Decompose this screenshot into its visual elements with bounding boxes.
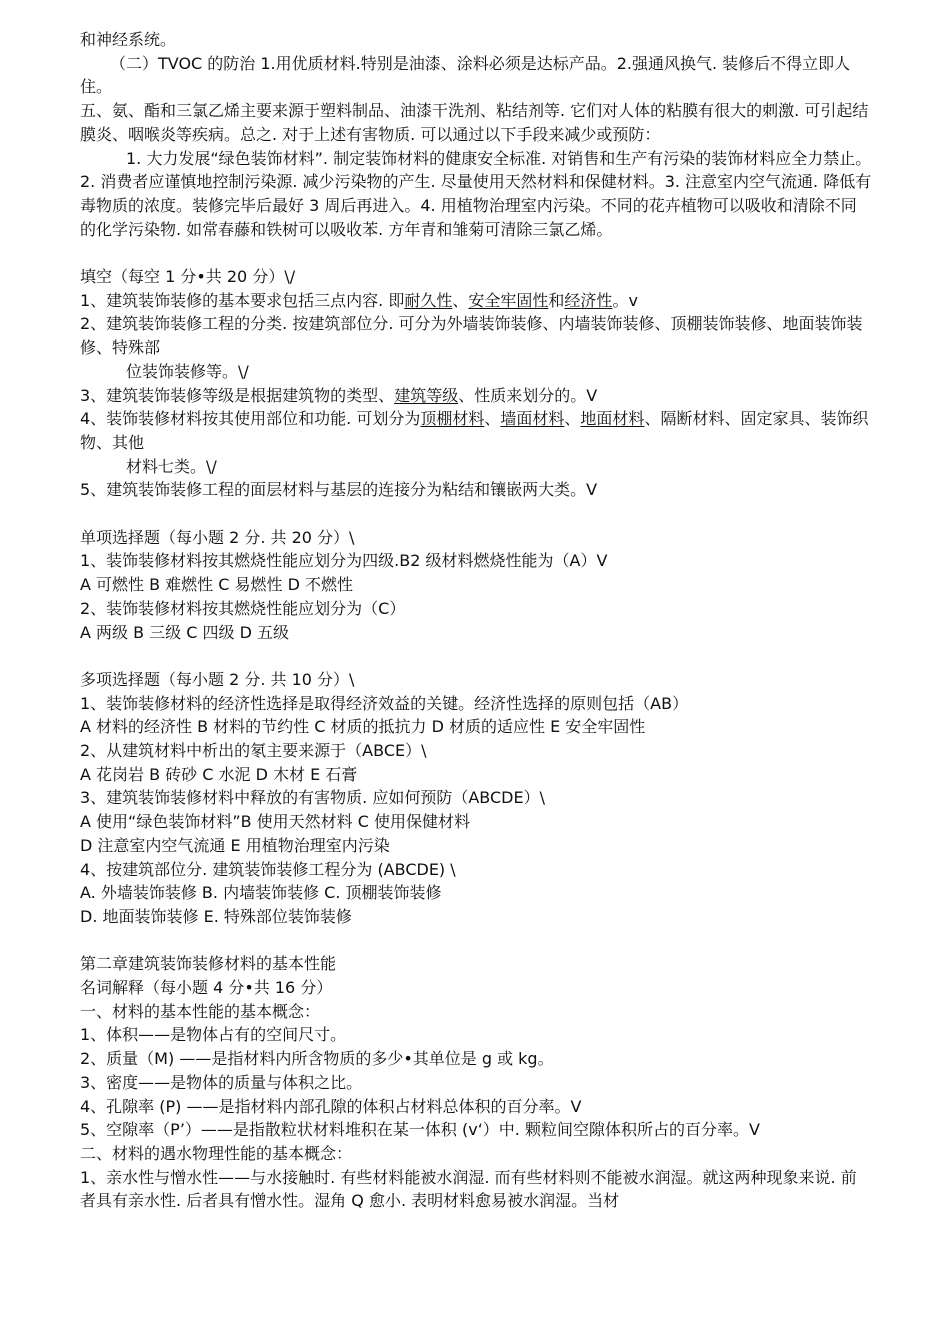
answer-underline: 地面材料	[580, 409, 645, 429]
term-3: 3、密度——是物体的质量与体积之比。	[80, 1072, 363, 1092]
term-4: 4、孔隙率 (P) ——是指材料内部孔隙的体积占材料总体积的百分率。V	[80, 1096, 582, 1116]
multi-question-2: 2、从建筑材料中析出的氡主要来源于（ABCE）\	[80, 741, 427, 761]
spacer	[80, 644, 872, 668]
answer-underline: 墙面材料	[500, 409, 565, 429]
chapter-title: 第二章建筑装饰装修材料的基本性能	[80, 954, 337, 974]
fill-question-2: 2、建筑装饰装修工程的分类. 按建筑部位分. 可分为外墙装饰装修、内墙装饰装修、顶棚装饰装修、地面装饰装修、特殊部	[80, 314, 863, 358]
fill-question-2-cont: 位装饰装修等。\/	[126, 361, 249, 381]
multi-question-4: 4、按建筑部位分. 建筑装饰装修工程分为 (ABCDE) \	[80, 859, 456, 879]
term-subheading-1: 一、材料的基本性能的基本概念：	[80, 1001, 321, 1021]
fill-question-1: 1、建筑装饰装修的基本要求包括三点内容. 即耐久性、安全牢固性和经济性。v	[80, 290, 638, 310]
answer-underline: 顶棚材料	[420, 409, 485, 429]
section-heading-fill: 填空（每空 1 分•共 20 分）\/	[80, 267, 296, 287]
spacer	[80, 502, 872, 526]
answer-underline: 建筑等级	[394, 385, 459, 405]
fill-question-3: 3、建筑装饰装修等级是根据建筑物的类型、建筑等级、性质来划分的。V	[80, 385, 598, 405]
single-options-2: A 两级 B 三级 C 四级 D 五级	[80, 622, 290, 642]
fill-question-5: 5、建筑装饰装修工程的面层材料与基层的连接分为粘结和镶嵌两大类。V	[80, 480, 598, 500]
text-paragraph: 五、氨、酯和三氯乙烯主要来源于塑料制品、油漆干洗剂、粘结剂等. 它们对人体的粘膜有很大的刺激. 可引起结膜炎、咽喉炎等疾病。总之. 对于上述有害物质. 可以通过以下手段来减少或预防：	[80, 101, 869, 144]
multi-options-3b: D 注意室内空气流通 E 用植物治理室内污染	[80, 835, 390, 855]
answer-underline: 经济性	[564, 290, 613, 310]
term-6: 1、亲水性与憎水性——与水接触时. 有些材料能被水润湿. 而有些材料则不能被水润湿。就这两种现象来说. 前者具有亲水性. 后者具有憎水性。湿角 Q 愈小. 表明材料愈易被水润湿。当材	[80, 1167, 857, 1211]
answer-underline: 耐久性	[404, 290, 453, 310]
multi-question-3: 3、建筑装饰装修材料中释放的有害物质. 应如何预防（ABCDE）\	[80, 788, 545, 808]
multi-options-1: A 材料的经济性 B 材料的节约性 C 材质的抵抗力 D 材质的适应性 E 安全牢固性	[80, 717, 646, 737]
text-line: 和神经系统。	[80, 30, 177, 49]
multi-question-1: 1、装饰装修材料的经济性选择是取得经济效益的关键。经济性选择的原则包括（AB）	[80, 693, 689, 713]
document-page	[80, 28, 872, 1213]
fill-question-4-cont: 材料七类。\/	[126, 456, 217, 476]
single-options-1: A 可燃性 B 难燃性 C 易燃性 D 不燃性	[80, 575, 354, 595]
spacer	[80, 241, 872, 265]
multi-options-4a: A. 外墙装饰装修 B. 内墙装饰装修 C. 顶棚装饰装修	[80, 883, 442, 903]
multi-options-2: A 花岗岩 B 砖砂 C 水泥 D 木材 E 石膏	[80, 764, 358, 784]
term-subheading-2: 二、材料的遇水物理性能的基本概念：	[80, 1143, 353, 1163]
section-heading-terms: 名词解释（每小题 4 分•共 16 分）	[80, 978, 333, 998]
multi-options-3a: A 使用“绿色装饰材料”B 使用天然材料 C 使用保健材料	[80, 812, 471, 832]
single-question-2: 2、装饰装修材料按其燃烧性能应划分为（C）	[80, 598, 406, 618]
text-paragraph: （二）TVOC 的防治 1.用优质材料.特别是油漆、涂料必须是达标产品。2.强通风换气. 装修后不得立即人住。	[80, 53, 851, 97]
fill-question-4: 4、装饰装修材料按其使用部位和功能. 可划分为顶棚材料、墙面材料、地面材料、隔断材料、固定家具、装饰织物、其他	[80, 409, 869, 452]
single-question-1: 1、装饰装修材料按其燃烧性能应划分为四级.B2 级材料燃烧性能为（A）V	[80, 551, 608, 571]
term-2: 2、质量（M) ——是指材料内所含物质的多少•其单位是 g 或 kg。	[80, 1049, 554, 1069]
term-5: 5、空隙率（P’）——是指散粒状材料堆积在某一体积 (v‘）中. 颗粒间空隙体积所占的百分率。V	[80, 1120, 760, 1140]
multi-options-4b: D. 地面装饰装修 E. 特殊部位装饰装修	[80, 906, 352, 926]
section-heading-single: 单项选择题（每小题 2 分. 共 20 分）\	[80, 527, 355, 547]
text-paragraph: 1. 大力发展“绿色装饰材料”. 制定装饰材料的健康安全标准. 对销售和生产有污染的装饰材料应全力禁止。2. 消费者应谨慎地控制污染源. 减少污染物的产生. 尽量使用天然材料和保健材料。3. 注意室内空气流通. 降低有毒物质的浓度。装修完毕后最好 3 周后再进入。4. 用植物治理室内污染。不同的花卉植物可以吸收和清除不同的化学污染物. 如常春藤和铁树可以吸收苯. 方年青和雏菊可清除三氯乙烯。	[80, 148, 872, 239]
section-heading-multi: 多项选择题（每小题 2 分. 共 10 分）\	[80, 669, 355, 689]
spacer	[80, 929, 872, 953]
term-1: 1、体积——是物体占有的空间尺寸。	[80, 1025, 347, 1045]
answer-underline: 安全牢固性	[468, 290, 549, 310]
